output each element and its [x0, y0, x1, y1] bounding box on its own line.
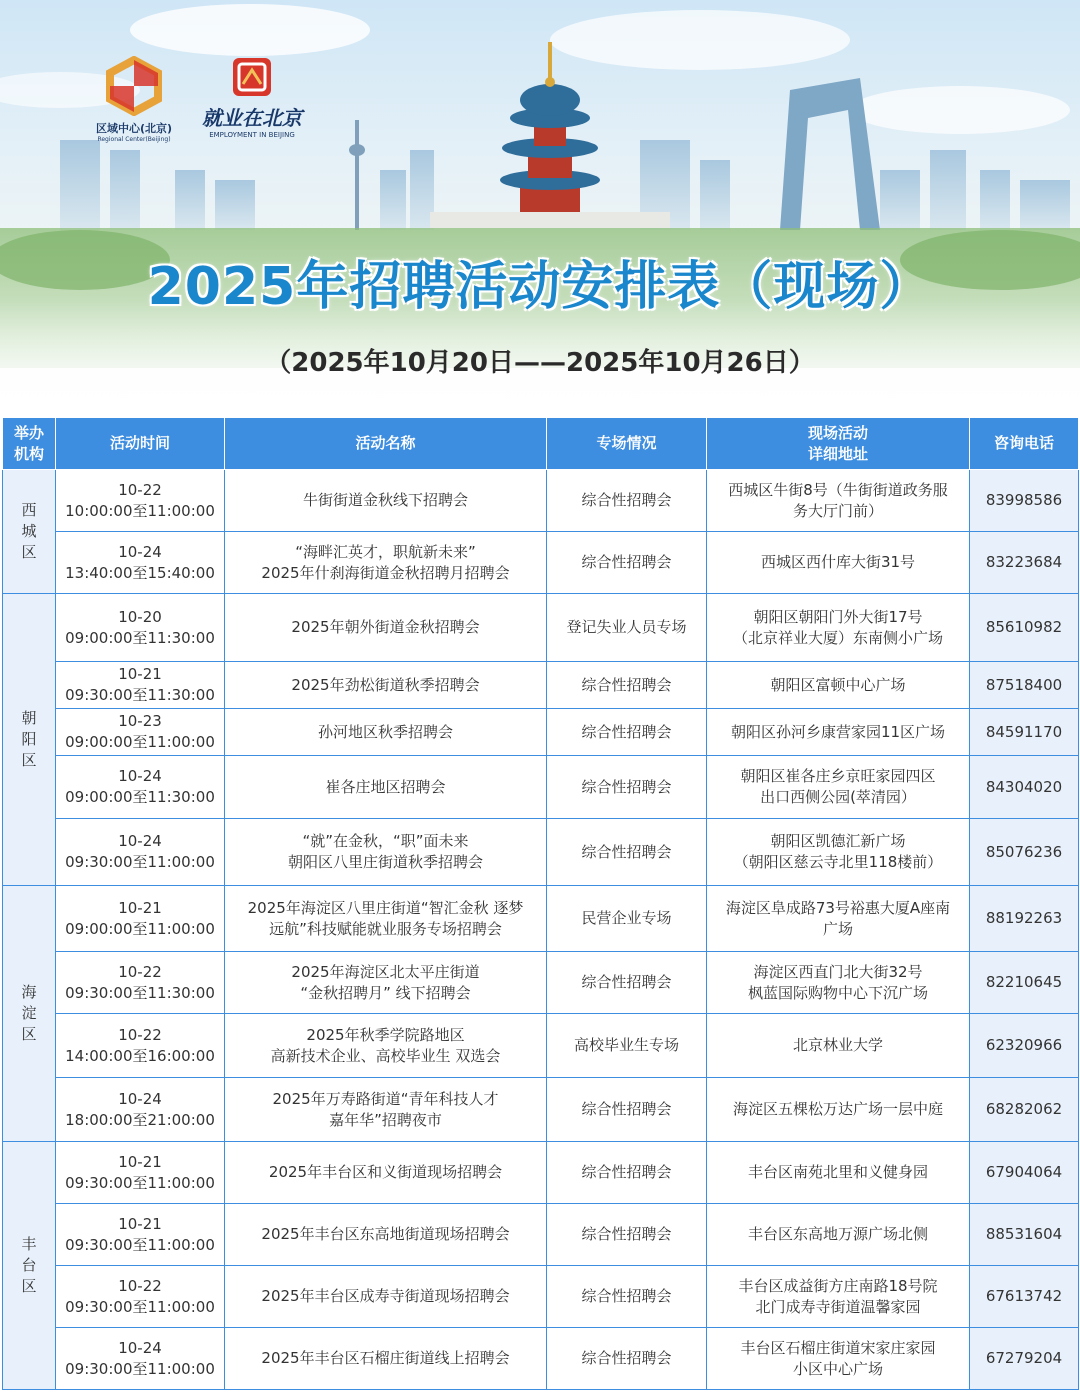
event-name-cell: 崔各庄地区招聘会 [225, 756, 547, 819]
event-type-cell: 高校毕业生专场 [547, 1014, 707, 1078]
table-row [3, 594, 1079, 662]
address-cell: 丰台区东高地万源广场北侧 [707, 1204, 970, 1266]
org-cell: 西 城 区 [3, 470, 56, 594]
event-name-cell: 2025年劲松街道秋季招聘会 [225, 662, 547, 709]
time-cell: 10-22 14:00:00至16:00:00 [56, 1014, 225, 1078]
phone-cell: 85076236 [970, 819, 1079, 886]
event-name-cell: 2025年朝外街道金秋招聘会 [225, 594, 547, 662]
address-cell: 海淀区西直门北大街32号 枫蓝国际购物中心下沉广场 [707, 952, 970, 1014]
employment-name-en: EMPLOYMENT IN BEIJING [209, 131, 295, 139]
event-name-cell: 牛街街道金秋线下招聘会 [225, 470, 547, 532]
header-banner [0, 0, 1080, 416]
employment-name-cn: 就业在北京 [202, 106, 302, 130]
phone-cell: 62320966 [970, 1014, 1079, 1078]
table-row [3, 756, 1079, 819]
event-name-cell: 2025年万寿路街道“青年科技人才 嘉年华”招聘夜市 [225, 1078, 547, 1142]
address-cell: 丰台区石榴庄街道宋家庄家园 小区中心广场 [707, 1328, 970, 1390]
table-row [3, 1078, 1079, 1142]
address-cell: 海淀区五棵松万达广场一层中庭 [707, 1078, 970, 1142]
time-cell: 10-24 18:00:00至21:00:00 [56, 1078, 225, 1142]
regional-center-emblem-icon [104, 56, 164, 116]
table-row [3, 1142, 1079, 1204]
address-cell: 北京林业大学 [707, 1014, 970, 1078]
org-cell: 朝 阳 区 [3, 594, 56, 886]
event-type-cell: 综合性招聘会 [547, 1204, 707, 1266]
event-type-cell: 综合性招聘会 [547, 1266, 707, 1328]
regional-center-name-cn: 区域中心(北京) [95, 122, 173, 135]
header-name: 活动名称 [225, 418, 547, 470]
event-name-cell: 2025年丰台区和义街道现场招聘会 [225, 1142, 547, 1204]
table-row [3, 470, 1079, 532]
event-type-cell: 综合性招聘会 [547, 532, 707, 594]
event-type-cell: 综合性招聘会 [547, 1078, 707, 1142]
time-cell: 10-21 09:30:00至11:00:00 [56, 1142, 225, 1204]
event-name-cell: 2025年海淀区北太平庄街道 “金秋招聘月” 线下招聘会 [225, 952, 547, 1014]
time-cell: 10-21 09:30:00至11:30:00 [56, 662, 225, 709]
address-cell: 朝阳区凯德汇新广场 （朝阳区慈云寺北里118楼前） [707, 819, 970, 886]
employment-emblem-icon [231, 56, 273, 98]
table-row [3, 532, 1079, 594]
event-type-cell: 综合性招聘会 [547, 1328, 707, 1390]
address-cell: 朝阳区富顿中心广场 [707, 662, 970, 709]
phone-cell: 84591170 [970, 709, 1079, 756]
schedule-table [2, 417, 1079, 1390]
address-cell: 朝阳区孙河乡康营家园11区广场 [707, 709, 970, 756]
table-row [3, 1204, 1079, 1266]
header-type: 专场情况 [547, 418, 707, 470]
org-cell: 丰 台 区 [3, 1142, 56, 1390]
phone-cell: 67904064 [970, 1142, 1079, 1204]
event-name-cell: “海畔汇英才，职航新未来” 2025年什刹海街道金秋招聘月招聘会 [225, 532, 547, 594]
event-type-cell: 综合性招聘会 [547, 662, 707, 709]
table-row [3, 952, 1079, 1014]
table-row [3, 886, 1079, 952]
table-row [3, 1266, 1079, 1328]
event-type-cell: 综合性招聘会 [547, 709, 707, 756]
event-type-cell: 登记失业人员专场 [547, 594, 707, 662]
address-cell: 西城区西什库大街31号 [707, 532, 970, 594]
event-name-cell: 2025年丰台区石榴庄街道线上招聘会 [225, 1328, 547, 1390]
regional-center-logo [86, 56, 182, 143]
time-cell: 10-24 09:30:00至11:00:00 [56, 1328, 225, 1390]
event-type-cell: 民营企业专场 [547, 886, 707, 952]
phone-cell: 82210645 [970, 952, 1079, 1014]
time-cell: 10-22 09:30:00至11:00:00 [56, 1266, 225, 1328]
address-cell: 西城区牛街8号（牛街街道政务服 务大厅门前） [707, 470, 970, 532]
address-cell: 丰台区南苑北里和义健身园 [707, 1142, 970, 1204]
table-row [3, 1328, 1079, 1390]
employment-in-beijing-logo [196, 56, 308, 139]
event-type-cell: 综合性招聘会 [547, 819, 707, 886]
address-cell: 朝阳区朝阳门外大街17号 （北京祥业大厦）东南侧小广场 [707, 594, 970, 662]
org-cell: 海 淀 区 [3, 886, 56, 1142]
phone-cell: 83998586 [970, 470, 1079, 532]
address-cell: 海淀区阜成路73号裕惠大厦A座南 广场 [707, 886, 970, 952]
time-cell: 10-21 09:00:00至11:00:00 [56, 886, 225, 952]
phone-cell: 67279204 [970, 1328, 1079, 1390]
event-name-cell: 2025年海淀区八里庄街道“智汇金秋 逐梦 远航”科技赋能就业服务专场招聘会 [225, 886, 547, 952]
time-cell: 10-20 09:00:00至11:30:00 [56, 594, 225, 662]
phone-cell: 88531604 [970, 1204, 1079, 1266]
table-body [3, 470, 1079, 1390]
table-header-row [3, 418, 1079, 470]
phone-cell: 85610982 [970, 594, 1079, 662]
phone-cell: 68282062 [970, 1078, 1079, 1142]
table-row [3, 709, 1079, 756]
table-row [3, 662, 1079, 709]
time-cell: 10-21 09:30:00至11:00:00 [56, 1204, 225, 1266]
phone-cell: 88192263 [970, 886, 1079, 952]
event-name-cell: 孙河地区秋季招聘会 [225, 709, 547, 756]
header-time: 活动时间 [56, 418, 225, 470]
date-range-subtitle: （2025年10月20日——2025年10月26日） [265, 348, 815, 378]
header-org: 举办 机构 [3, 418, 56, 470]
phone-cell: 67613742 [970, 1266, 1079, 1328]
event-name-cell: 2025年丰台区东高地街道现场招聘会 [225, 1204, 547, 1266]
time-cell: 10-24 13:40:00至15:40:00 [56, 532, 225, 594]
table-row [3, 1014, 1079, 1078]
time-cell: 10-23 09:00:00至11:00:00 [56, 709, 225, 756]
event-type-cell: 综合性招聘会 [547, 756, 707, 819]
regional-center-name-en: Regional Center(Beijing) [97, 136, 171, 143]
time-cell: 10-22 10:00:00至11:00:00 [56, 470, 225, 532]
phone-cell: 84304020 [970, 756, 1079, 819]
event-type-cell: 综合性招聘会 [547, 952, 707, 1014]
time-cell: 10-22 09:30:00至11:30:00 [56, 952, 225, 1014]
address-cell: 丰台区成益街方庄南路18号院 北门成寿寺街道温馨家园 [707, 1266, 970, 1328]
event-type-cell: 综合性招聘会 [547, 470, 707, 532]
address-cell: 朝阳区崔各庄乡京旺家园四区 出口西侧公园(萃清园） [707, 756, 970, 819]
event-name-cell: “就”在金秋，“职”面未来 朝阳区八里庄街道秋季招聘会 [225, 819, 547, 886]
event-type-cell: 综合性招聘会 [547, 1142, 707, 1204]
header-address: 现场活动 详细地址 [707, 418, 970, 470]
time-cell: 10-24 09:30:00至11:00:00 [56, 819, 225, 886]
table-row [3, 819, 1079, 886]
event-name-cell: 2025年丰台区成寿寺街道现场招聘会 [225, 1266, 547, 1328]
event-name-cell: 2025年秋季学院路地区 高新技术企业、高校毕业生 双选会 [225, 1014, 547, 1078]
phone-cell: 83223684 [970, 532, 1079, 594]
time-cell: 10-24 09:00:00至11:30:00 [56, 756, 225, 819]
header-phone: 咨询电话 [970, 418, 1079, 470]
page-title: 2025年招聘活动安排表（现场） [147, 257, 933, 317]
phone-cell: 87518400 [970, 662, 1079, 709]
